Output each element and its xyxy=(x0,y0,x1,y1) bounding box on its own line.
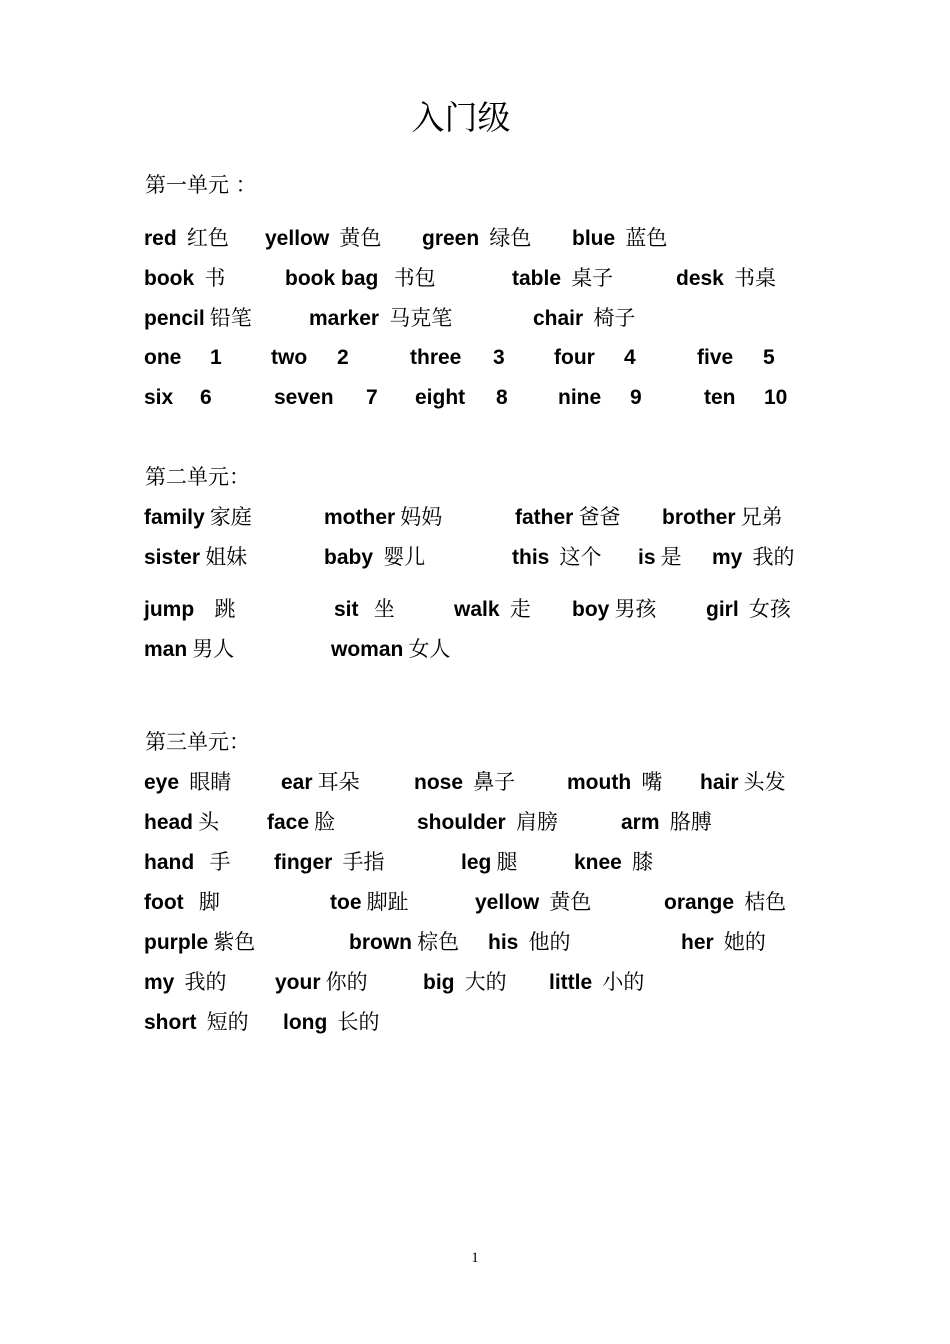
vocab-entry: six xyxy=(144,386,174,409)
vocab-entry: 5 xyxy=(763,346,775,369)
vocab-entry: family 家庭 xyxy=(144,505,252,529)
unit-2-line-2 xyxy=(0,541,950,573)
vocab-entry: 9 xyxy=(630,386,642,409)
unit-1-line-1 xyxy=(0,222,950,254)
vocab-entry: desk 书桌 xyxy=(676,266,777,290)
vocab-entry: baby 婴儿 xyxy=(324,545,426,569)
vocab-entry: boy 男孩 xyxy=(572,597,657,621)
vocab-entry: eight xyxy=(415,386,466,409)
vocab-entry: your 你的 xyxy=(275,970,368,994)
unit-1-line-4 xyxy=(0,342,950,374)
vocab-entry: foot 脚 xyxy=(144,890,220,914)
unit-3-line-4 xyxy=(0,886,950,918)
vocab-entry: five xyxy=(697,346,734,369)
vocab-entry: 6 xyxy=(200,386,212,409)
vocab-entry: 10 xyxy=(764,386,788,409)
unit-3-line-7 xyxy=(0,1006,950,1038)
vocab-entry: hand 手 xyxy=(144,850,231,874)
page-number: 1 xyxy=(471,1250,479,1266)
vocab-entry: seven xyxy=(274,386,334,409)
vocab-entry: man 男人 xyxy=(144,637,235,661)
vocab-entry: toe 脚趾 xyxy=(330,890,409,914)
vocab-entry: book 书 xyxy=(144,266,226,290)
vocab-entry: nine xyxy=(558,386,602,409)
vocab-entry: sit 坐 xyxy=(334,597,395,621)
unit-1-line-3 xyxy=(0,302,950,334)
vocab-entry: walk 走 xyxy=(454,597,531,621)
vocab-entry: my 我的 xyxy=(144,970,227,994)
vocab-entry: his 他的 xyxy=(488,930,571,954)
vocab-entry: head 头 xyxy=(144,810,220,834)
vocab-entry: ear 耳朵 xyxy=(281,770,360,794)
vocab-entry: 1 xyxy=(210,346,222,369)
vocab-entry: nose 鼻子 xyxy=(414,770,516,794)
vocab-entry: purple 紫色 xyxy=(144,930,256,954)
vocab-entry: arm 胳膊 xyxy=(621,810,712,834)
vocab-entry: 7 xyxy=(366,386,378,409)
vocab-entry: 4 xyxy=(624,346,636,369)
vocab-entry: knee 膝 xyxy=(574,850,654,874)
unit-1-line-5 xyxy=(0,382,950,414)
vocab-entry: long 长的 xyxy=(283,1010,380,1034)
vocab-entry: my 我的 xyxy=(712,545,795,569)
unit-2-line-3 xyxy=(0,593,950,625)
vocab-entry: is 是 xyxy=(638,545,682,569)
unit-2-heading: 第二单元： xyxy=(145,465,250,489)
vocab-entry: woman 女人 xyxy=(331,637,451,661)
unit-3-line-5 xyxy=(0,926,950,958)
vocab-entry: book bag 书包 xyxy=(285,266,436,290)
unit-1-line-2 xyxy=(0,262,950,294)
vocab-entry: red 红色 xyxy=(144,226,229,250)
unit-3-line-3 xyxy=(0,846,950,878)
vocab-entry: yellow 黄色 xyxy=(475,890,592,914)
vocab-entry: face 脸 xyxy=(267,810,336,834)
unit-1-heading: 第一单元 ： xyxy=(145,173,257,197)
vocab-entry: mother 妈妈 xyxy=(324,505,443,529)
vocab-entry: short 短的 xyxy=(144,1010,249,1034)
vocab-entry: orange 桔色 xyxy=(664,890,787,914)
vocab-entry: shoulder 肩膀 xyxy=(417,810,558,834)
unit-3-line-6 xyxy=(0,966,950,998)
unit-3-line-2 xyxy=(0,806,950,838)
vocab-entry: hair 头发 xyxy=(700,770,786,794)
vocab-entry: one xyxy=(144,346,182,369)
unit-3-heading: 第三单元： xyxy=(145,730,250,754)
vocab-entry: big 大的 xyxy=(423,970,507,994)
vocab-entry: green 绿色 xyxy=(422,226,532,250)
vocab-entry: leg 腿 xyxy=(461,850,518,874)
vocab-entry: 8 xyxy=(496,386,508,409)
vocab-entry: four xyxy=(554,346,595,369)
vocab-entry: little 小的 xyxy=(549,970,645,994)
vocab-entry: two xyxy=(271,346,308,369)
vocab-entry: sister 姐妹 xyxy=(144,545,248,569)
vocab-entry: marker 马克笔 xyxy=(309,306,453,330)
unit-3-line-1 xyxy=(0,766,950,798)
vocab-entry: girl 女孩 xyxy=(706,597,791,621)
vocab-entry: table 桌子 xyxy=(512,266,614,290)
vocab-entry: eye 眼睛 xyxy=(144,770,232,794)
vocab-entry: ten xyxy=(704,386,736,409)
vocab-entry: brother 兄弟 xyxy=(662,505,783,529)
vocab-entry: pencil 铅笔 xyxy=(144,306,252,330)
vocab-entry: 3 xyxy=(493,346,505,369)
vocab-entry: chair 椅子 xyxy=(533,306,636,330)
vocab-entry: blue 蓝色 xyxy=(572,226,668,250)
vocab-entry: jump 跳 xyxy=(144,597,236,621)
vocab-entry: mouth 嘴 xyxy=(567,770,663,794)
vocab-entry: three xyxy=(410,346,462,369)
vocab-entry: brown 棕色 xyxy=(349,930,460,954)
vocab-entry: her 她的 xyxy=(681,930,766,954)
vocab-entry: yellow 黄色 xyxy=(265,226,382,250)
vocab-entry: this 这个 xyxy=(512,545,602,569)
vocab-entry: 2 xyxy=(337,346,349,369)
unit-2-line-1 xyxy=(0,501,950,533)
vocab-entry: finger 手指 xyxy=(274,850,385,874)
page-title: 入门级 xyxy=(411,98,511,137)
unit-2-line-4 xyxy=(0,633,950,665)
vocab-entry: father 爸爸 xyxy=(515,505,621,529)
